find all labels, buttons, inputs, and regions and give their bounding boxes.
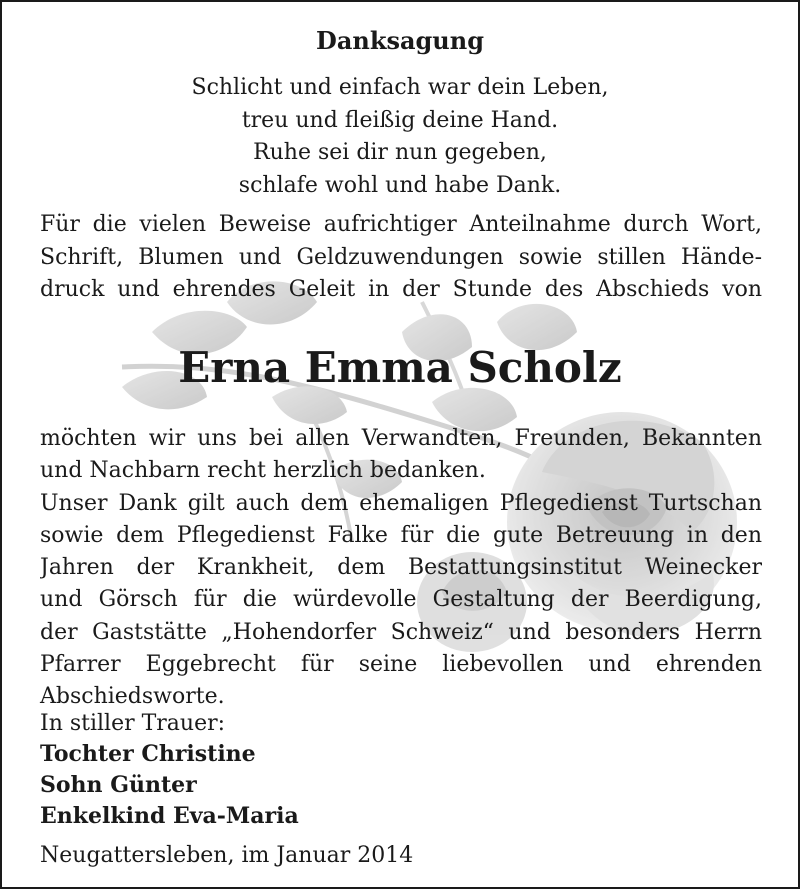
mourner-name: Enkelkind Eva-Maria [40, 803, 299, 829]
intro-paragraph [40, 209, 762, 307]
heading: Danksagung [316, 26, 484, 55]
intro-line: Für die vielen Beweise aufrichtiger Anteilnahme durch Wort, [40, 212, 762, 237]
poem [2, 72, 798, 202]
mourners-block [40, 708, 762, 832]
thanks-line: sowie dem Pflegedienst Falke für die gute Betreuung in den [40, 522, 762, 548]
poem-line: treu und fleißig deine Hand. [241, 107, 559, 133]
thanks-paragraph [40, 423, 762, 714]
poem-line: Schlicht und einfach war dein Leben, [191, 75, 609, 100]
place-date: Neugattersleben, im Januar 2014 [40, 843, 414, 868]
intro-line: Schrift, Blumen und Geldzuwendungen sowie stillen Hände- [40, 244, 762, 270]
poem-line: schlafe wohl und habe Dank. [238, 172, 562, 198]
thanks-line: Unser Dank gilt auch dem ehemaligen Pflegedienst Turtschan [40, 490, 762, 516]
thanks-line: und Nachbarn recht herzlich bedanken. [40, 458, 486, 484]
mourning-label: In stiller Trauer: [40, 711, 226, 736]
thanks-line: Pfarrer Eggebrecht für seine liebevollen und ehrenden [40, 652, 762, 678]
deceased-name: Erna Emma Scholz [178, 343, 622, 392]
mourner-name: Tochter Christine [40, 741, 256, 767]
thanks-line: der Gaststätte „Hohendorfer Schweiz“ und besonders Herrn [40, 619, 762, 645]
thanks-line: Jahren der Krankheit, dem Bestattungsinstitut Weinecker [40, 555, 762, 581]
thanks-line: Abschiedsworte. [40, 684, 225, 710]
thanks-line: möchten wir uns bei allen Verwandten, Freunden, Bekannten [40, 426, 762, 451]
thanks-line: und Görsch für die würdevolle Gestaltung der Beerdigung, [40, 587, 762, 613]
intro-line: druck und ehrendes Geleit in der Stunde des Abschieds von [40, 277, 762, 302]
poem-line: Ruhe sei dir nun gegeben, [253, 140, 547, 165]
mourner-name: Sohn Günter [40, 772, 197, 798]
